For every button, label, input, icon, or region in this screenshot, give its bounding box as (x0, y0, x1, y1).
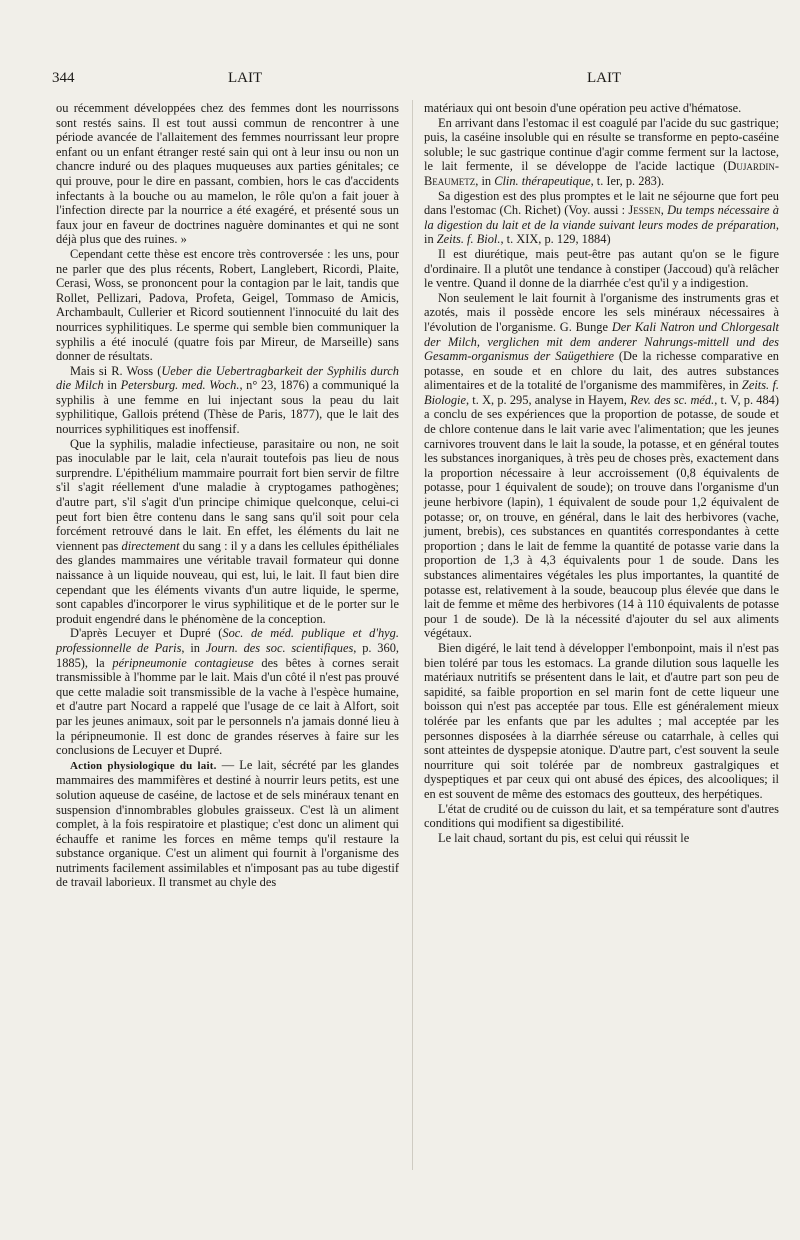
page-header (52, 70, 772, 90)
section-heading: Action physiologique du lait. (70, 759, 217, 772)
paragraph: Mais si R. Woss (Ueber die Uebertragbarkeit der Syphilis durch die Milch in Petersburg. med. Woch., n° 23, 1876) a communiqué la syphilis à une femme en lui injectant sous la peau du lait syphilitique, Gallois prétend (Thèse de Paris, 1877), que le lait des nourrices syphilitiques est inoffensif. (56, 363, 399, 437)
running-head-right: LAIT (587, 70, 622, 86)
paragraph: D'après Lecuyer et Dupré (Soc. de méd. publique et d'hyg. professionnelle de Paris, in Journ. des soc. scientifiques, p. 360, 1885), la péripneumonie contagieuse des bêtes à cornes serait transmissible à l'homme par le lait. Mais d'un côté il n'est pas prouvé que cette maladie soit transmissible de la vache à l'espèce humaine, et d'autre part Nocard a rappelé que l'usage de ce lait à Alfort, soit par les jeunes animaux, soit par le personnels n'a jamais donné lieu à la péripneumonie. Il est donc de grandes réserves à faire sur les conclusions de Lecuyer et Dupré. (56, 626, 399, 758)
paragraph: En arrivant dans l'estomac il est coagulé par l'acide du suc gastrique; puis, la caséine insoluble qui en résulte se transforme en pepto-caséine soluble; le suc gastrique continue d'agir comme ferment sur la lactose, le lait fermente, il se développe de l'acide lactique (Dujardin-Beaumetz, in Clin. thérapeutique, t. Ier, p. 283). (424, 115, 779, 188)
paragraph: Que la syphilis, maladie infectieuse, parasitaire ou non, ne soit pas inoculable par le lait, cela n'aurait toutefois pas lieu de nous surprendre. L'épithélium mammaire pourrait fort bien servir de filtre s'il s'agit réellement d'une maladie à cryptogames pathogènes; d'autre part, s'il s'agit d'un principe chimique quelconque, celui-ci peut fort bien être contenu dans le sang sans qu'il soit pour cela forcément retrouvé dans le lait. En effet, les éléments du lait ne viennent pas directement du sang : il y a dans les cellules épithéliales des glandes mammaires une véritable travail formateur qui donne naissance à un liquide nouveau, qui est, lui, le lait. Il faut bien dire cependant que les éléments vivants d'un autre liquide, le sperme, sont capables d'incorporer le virus syphilitique et de le porter sur le produit engendré dans le phénomène de la conception. (56, 436, 399, 626)
running-head-left: LAIT (228, 70, 263, 86)
column-divider (412, 100, 413, 1170)
paragraph: Action physiologique du lait. — Le lait, sécrété par les glandes mammaires des mammifères et destiné à nourrir leurs petits, est une solution aqueuse de caséine, de lactose et de sels minéraux tenant en suspension d'innombrables globules graisseux. C'est là un aliment complet, à la fois respiratoire et plastique; c'est donc un aliment qui échauffe et ranime les forces en même temps qu'il restaure la substance organique. C'est un aliment qui fournit à l'organisme des nutriments facilement assimilables et n'imposant pas au tube digestif de travail laborieux. Il transmet au chyle des (56, 757, 399, 890)
paragraph: Non seulement le lait fournit à l'organisme des instruments gras et azotés, mais il possède encore les sels minéraux nécessaires à l'évolution de l'organisme. G. Bunge Der Kali Natron und Chlorgesalt der Milch, verglichen mit dem anderer Nahrungs-mittell und des Gesamm-organismus der Saügethiere (De la richesse comparative en potasse, en soude et en chlore du lait, des autres substances alimentaires et de la totalité de l'organisme des mammifères, in Zeits. f. Biologie, t. X, p. 295, analyse in Hayem, Rev. des sc. méd., t. V, p. 484) a conclu de ses expériences que la proportion de potasse, de soude et de chlore contenue dans le lait varie avec l'alimentation; que les jeunes carnivores trouvent dans le lait la soude, la potasse, et en général toutes les substances inorganiques, à très peu de choses près, exactement dans la proportion nécessaire à leur accroissement (0,8 équivalents de potasse, pour 1 équivalent de soude); on trouve dans l'organisme d'un jeune herbivore (lapin), 1 équivalent de soude pour 1,2 équivalent de potasse; or, on trouve, en général, dans le lait des herbivores (vache, jument, brebis), ces substances en quantités correspondantes à cette proportion ; dans le lait de femme la quantité de potasse varie dans la proportion de 1,3 à 4,3 équivalents pour 1 de soude. Dans les substances alimentaires végétales les plus importantes, la quantité de potasse est, relativement à la soude, beaucoup plus élevée que dans le lait de femme et même des herbivores (14 à 110 équivalents de potasse pour 1 de soude). De là la nécessité d'ajouter du sel aux aliments végétaux. (424, 290, 780, 641)
page-number: 344 (52, 70, 75, 86)
paragraph: Bien digéré, le lait tend à développer l'embonpoint, mais il n'est pas bien toléré par tous les estomacs. La grande dilution sous laquelle les matériaux nutritifs se présentent dans le lait, et d'autre part son peu de sapidité, sa faible proportion en sel marin font de cette liqueur une boisson qui n'est pas acceptée par tous. Elle est généralement mieux tolérée par les enfants que par les adultes ; mal acceptée par les personnes disposées à la diarrhée séreuse ou catarrhale, à celles qui sont atteintes de dyspepsie atonique. D'autre part, c'est souvent la seule nourriture qui soit tolérée par de nombreux gastralgiques et dyspeptiques et par ceux qui ont abusé des épices, des alcooliques; il en est souvent de même des estomacs des goutteux, des herpétiques. (424, 640, 779, 801)
paragraph: L'état de crudité ou de cuisson du lait, et sa température sont d'autres conditions qui modifient sa digestibilité. (424, 801, 779, 831)
right-column (424, 101, 779, 845)
paragraph: Cependant cette thèse est encore très controversée : les uns, pour ne parler que des plus récents, Robert, Langlebert, Ricordi, Plaite, Cerasi, Woss, se prononcent pour la contagion par le lait, tandis que Rollet, Pellizari, Padova, Profeta, Geigel, Tommaso de Amicis, Archambault, Cullerier et Ricord soutiennent l'innocuité du lait des nourrices syphilitiques. Le sperme qui semble bien communiquer la syphilis a été inoculé (quatre fois par Mireur, de Marseille) sans donner de résultats. (56, 246, 399, 364)
paragraph: ou récemment développées chez des femmes dont les nourrissons sont restés sains. Il est tout aussi commun de rencontrer à une période avancée de l'allaitement des femmes nourrissant leur propre enfant ou un enfant étranger resté sain qui ont à leur insu ou non un chancre induré ou des plaques muqueuses aux parties génitales; ce qui prouve, pour le dire en passant, combien, hors le cas d'accidents infectants à la bouche ou au mamelon, le rôle qu'on a fait jouer à l'infection directe par la nourrice a été exagéré, et présenté sous un faux jour en faveur de doctrines naguère dominantes et qui ne sont déjà plus que des ruines. » (56, 101, 399, 247)
paragraph: Il est diurétique, mais peut-être pas autant qu'on se le figure d'ordinaire. Il a plutôt une tendance à constiper (Jaccoud) qu'à relâcher le ventre. Quand il donne de la diarrhée c'est qu'il y a indigestion. (424, 246, 779, 291)
paragraph: matériaux qui ont besoin d'une opération peu active d'hématose. (424, 101, 742, 115)
left-column (56, 101, 399, 890)
paragraph: Le lait chaud, sortant du pis, est celui qui réussit le (438, 830, 690, 845)
paragraph: Sa digestion est des plus promptes et le lait ne séjourne que fort peu dans l'estomac (Ch. Richet) (Voy. aussi : Jessen, Du temps nécessaire à la digestion du lait et de la viande suivant leurs modes de préparation, in Zeits. f. Biol., t. XIX, p. 129, 1884) (424, 188, 779, 247)
